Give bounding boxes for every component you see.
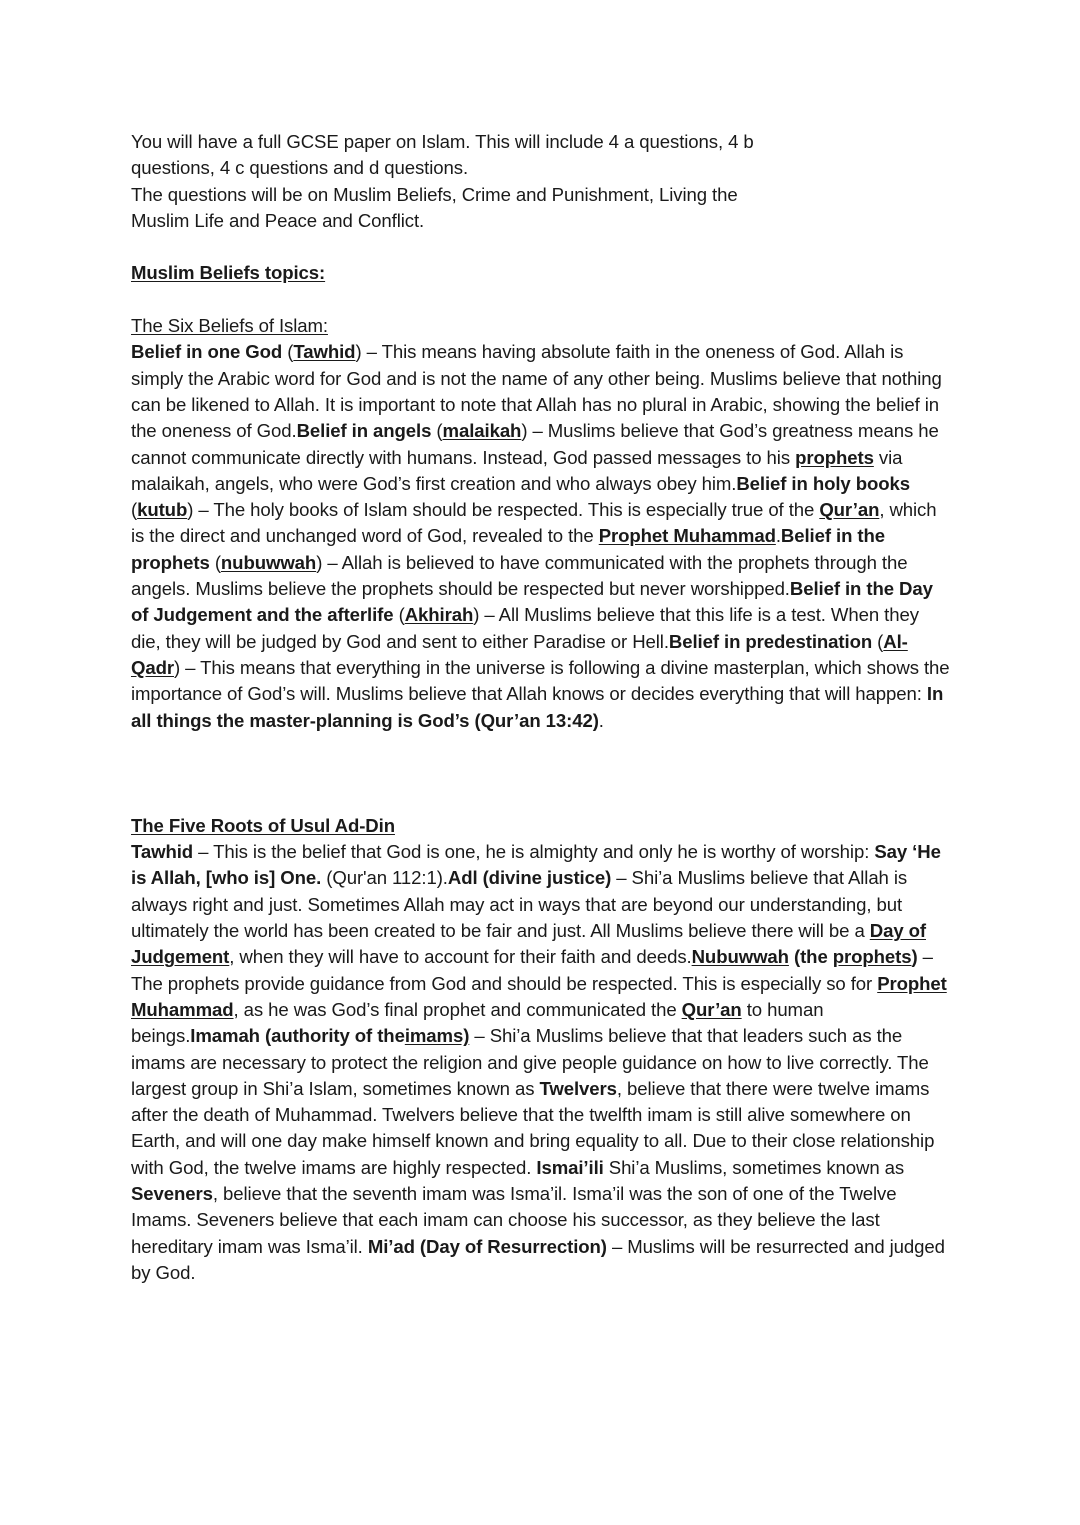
body-text: , believe that the seventh imam was Isma’il. Isma’il was the son of one of the Twelve Imams. Seveners believe that each imam can choose his successor, as they believe the last hereditary imam was Isma’il. <box>131 1182 897 1257</box>
bold-text: Seveners <box>131 1182 213 1204</box>
bold-text: Twelvers <box>539 1077 617 1099</box>
body-text: ( <box>872 630 884 652</box>
key-term: malaikah <box>442 420 522 442</box>
body-text: , when they will have to account for their faith and deeds. <box>229 946 692 968</box>
body-text: – Shi’a Muslims believe that that leaders such as the imams are necessary to protect the religion and give people guidance on how to live correctly. The largest group in Shi’a Islam, sometimes known as <box>131 1025 929 1099</box>
topics-heading: Muslim Beliefs topics: <box>131 262 326 284</box>
body-text: , which is the direct and unchanged word of God, revealed to the <box>131 499 937 547</box>
body-text: ( <box>282 341 294 363</box>
key-term: imams) <box>404 1025 470 1047</box>
body-text: ( <box>393 604 405 626</box>
body-text: ( <box>209 551 221 573</box>
bold-text: (the <box>788 946 833 968</box>
body-text: , believe that there were twelve imams after the death of Muhammad. Twelvers believe that the twelfth imam is still alive somewhere on Earth, and will one day make himself known and bring equality to all. Due to their close relationship with God, the twelve imams are highly respected. <box>131 1077 935 1178</box>
body-text: – Shi’a Muslims believe that Allah is always right and just. Sometimes Allah may act in ways that are beyond our understanding, but ultimately the world has been created to be fair and just. All Muslims believe there will be a <box>131 867 908 942</box>
body-text: – The prophets provide guidance from God and should be respected. This is especially so for <box>131 946 933 994</box>
bold-text: Mi’ad (Day of Resurrection) <box>367 1235 607 1257</box>
six-beliefs-heading: The Six Beliefs of Islam: <box>131 315 328 337</box>
body-text: . <box>598 709 604 731</box>
bold-text: Belief in the Day of Judgement and the afterlife <box>131 578 933 626</box>
bold-text: Belief in the prophets <box>131 525 886 573</box>
key-term: Qur’an <box>681 998 742 1020</box>
key-term: Al-Qadr <box>131 630 908 678</box>
five-roots-paragraph <box>131 839 953 1286</box>
key-term: Day of Judgement <box>131 920 926 968</box>
bold-text: Tawhid <box>131 841 194 863</box>
bold-text: Belief in holy books <box>736 472 910 494</box>
key-term: Prophet Muhammad <box>131 972 947 1020</box>
key-term: prophets <box>795 446 874 468</box>
body-text: ( <box>431 420 443 442</box>
bold-text: Adl (divine justice) <box>447 867 612 889</box>
body-text: ) – The holy books of Islam should be respected. This is especially true of the <box>187 499 820 521</box>
bold-text: Ismai’ili <box>536 1156 604 1178</box>
key-term: nubuwwah <box>220 551 317 573</box>
bold-text: Belief in predestination <box>668 630 873 652</box>
body-text: ( <box>131 499 138 521</box>
body-text: Shi’a Muslims, sometimes known as <box>603 1156 905 1178</box>
key-term: Qur’an <box>819 499 880 521</box>
body-text: ) – All Muslims believe that this life is a test. When they die, they will be judged by God and sent to either Paradise or Hell. <box>131 604 919 652</box>
intro-line-1: You will have a full GCSE paper on Islam. This will include 4 a questions, 4 b <box>131 131 754 152</box>
five-roots-heading: The Five Roots of Usul Ad-Din <box>131 814 395 836</box>
bold-text: Say ‘He is Allah, [who is] One. <box>131 841 941 889</box>
body-text: via malaikah, angels, who were God’s first creation and who always obey him. <box>131 446 903 494</box>
body-text: ) – This means having absolute faith in the oneness of God. Allah is simply the Arabic word for God and is not the name of any other being. Muslims believe that nothing can be likened to Allah. It is important to note that Allah has no plural in Arabic, showing the belief in the oneness of God. <box>131 341 942 442</box>
intro-line-2: questions, 4 c questions and d questions. <box>131 157 469 179</box>
body-text: . <box>775 525 781 547</box>
body-text: ) – Muslims believe that God’s greatness means he cannot communicate directly with humans. Instead, God passed messages to his <box>131 420 939 468</box>
intro-line-3: The questions will be on Muslim Beliefs, Crime and Punishment, Living the <box>131 183 738 205</box>
bold-text: Belief in one God <box>131 341 283 363</box>
body-text: ) – This means that everything in the universe is following a divine masterplan, which shows the importance of God’s will. Muslims believe that Allah knows or decides everything that will happen: <box>131 656 950 705</box>
key-term: Nubuwwah <box>691 946 789 968</box>
intro-paragraph <box>131 129 953 234</box>
body-text: , as he was God’s final prophet and communicated the <box>233 998 682 1020</box>
body-text: ) – Allah is believed to have communicated with the prophets through the angels. Muslims believe the prophets should be respected but never worshipped. <box>131 551 908 600</box>
body-text: – This is the belief that God is one, he is almighty and only he is worthy of worship: <box>193 841 875 863</box>
bold-text: ) <box>911 946 918 968</box>
key-term: Akhirah <box>404 604 474 626</box>
bold-text: In all things the master-planning is God’s (Qur’an 13:42) <box>131 683 944 731</box>
document-page <box>131 129 953 1286</box>
bold-text: Belief in angels <box>296 420 432 442</box>
key-term: kutub <box>137 499 188 521</box>
intro-line-4: Muslim Life and Peace and Conflict. <box>131 209 425 231</box>
bold-text: Imamah (authority of the <box>190 1025 405 1047</box>
key-term: Tawhid <box>293 341 356 363</box>
key-term: prophets <box>832 946 912 968</box>
body-text: to human beings. <box>131 998 824 1047</box>
key-term: Prophet Muhammad <box>598 525 776 547</box>
body-text: (Qur'an 112:1). <box>321 867 448 889</box>
body-text: – Muslims will be resurrected and judged by God. <box>131 1235 945 1283</box>
six-beliefs-paragraph <box>131 339 953 733</box>
